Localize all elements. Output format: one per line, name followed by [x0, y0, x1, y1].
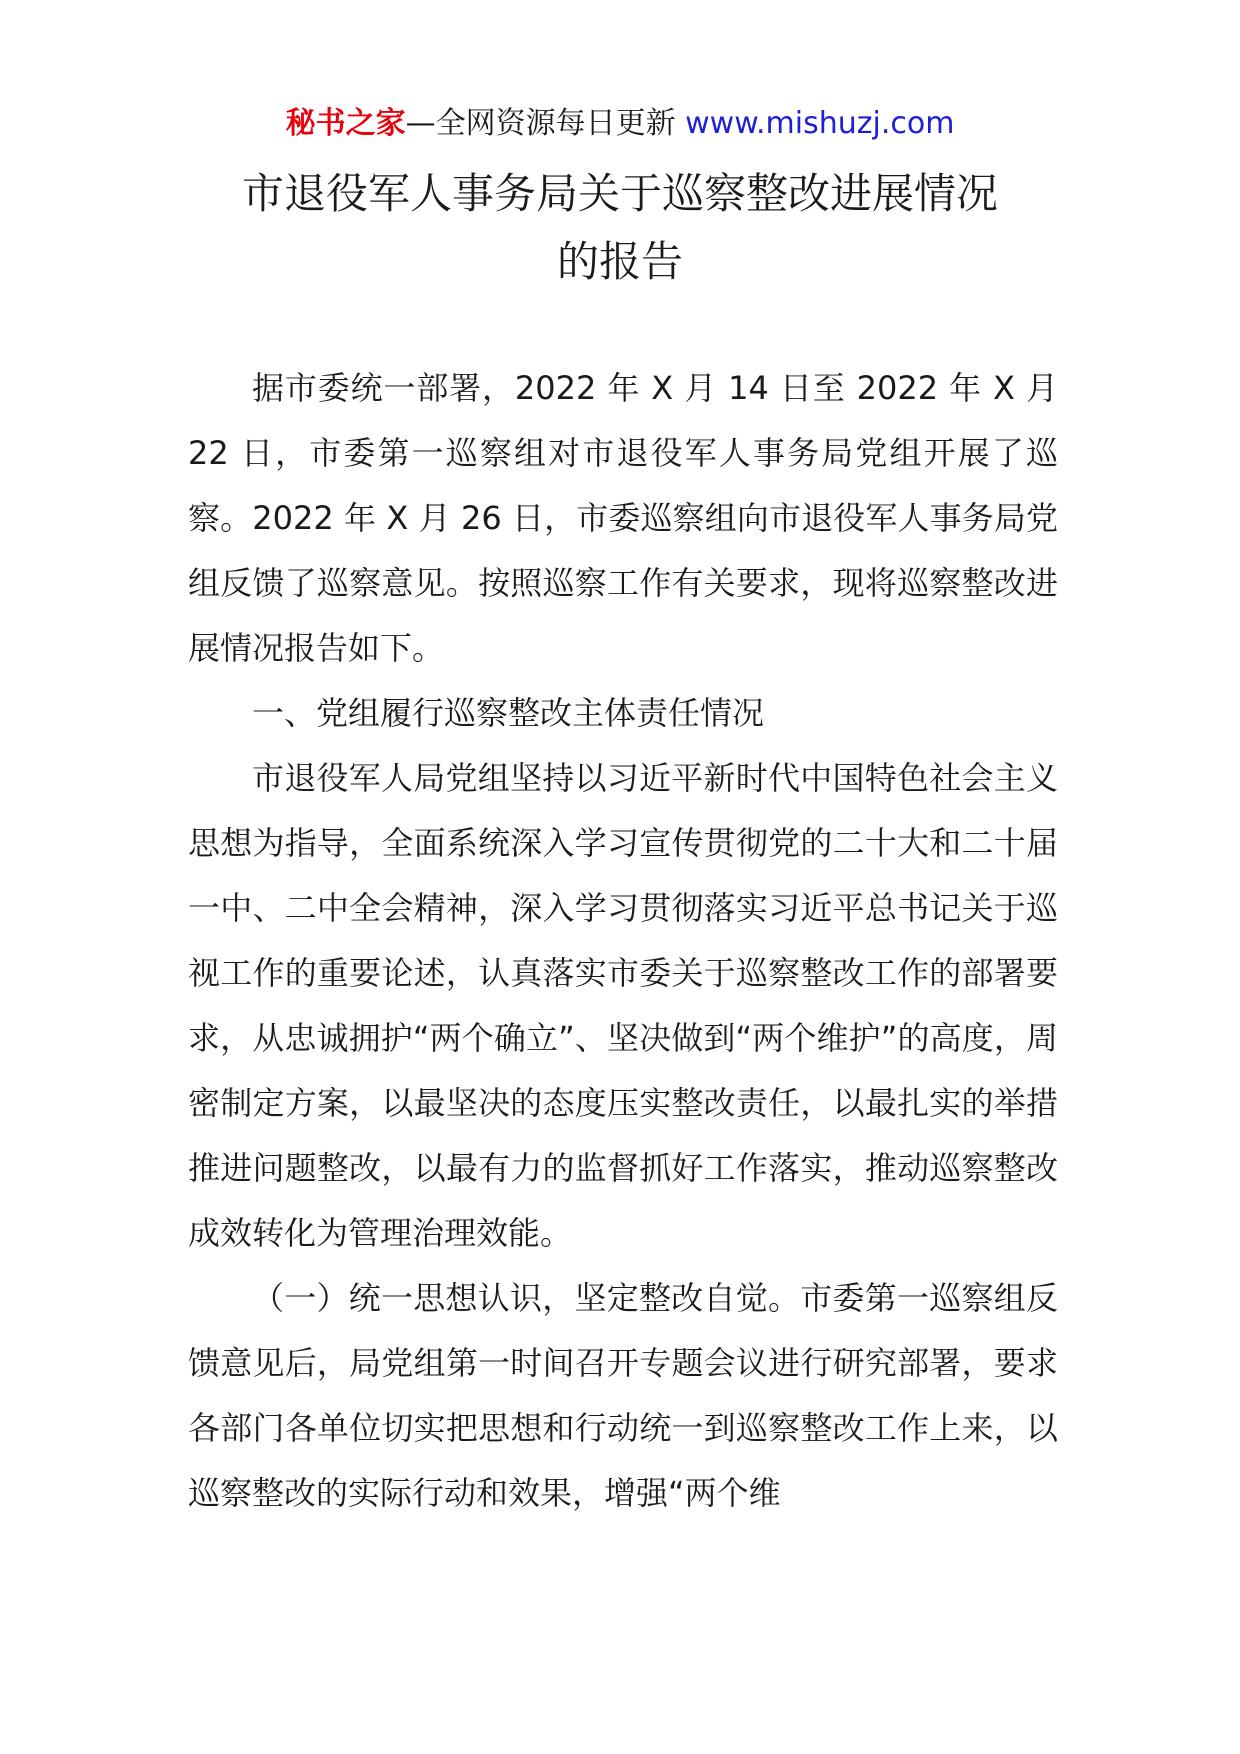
paragraph-intro: 据市委统一部署，2022 年 X 月 14 日至 2022 年 X 月 22 日，市委第一巡察组对市退役军人事务局党组开展了巡察。2022 年 X 月 26 日，市委巡察组向市退役军人事务局党组反馈了巡察意见。按照巡察工作有关要求，现将巡察整改进展情况报告如下。 — [188, 369, 1058, 667]
brand-url: www.mishuzj.com — [685, 106, 955, 141]
brand-name: 秘书之家 — [285, 106, 406, 141]
watermark-header — [0, 100, 1240, 148]
document-body — [188, 356, 1058, 1526]
brand-slogan: —全网资源每日更新 — [405, 106, 676, 141]
paragraph-section-1: 市退役军人局党组坚持以习近平新时代中国特色社会主义思想为指导，全面系统深入学习宣传贯彻党的二十大和二十届一中、二中全会精神，深入学习贯彻落实习近平总书记关于巡视工作的重要论述，认真落实市委关于巡察整改工作的部署要求，从忠诚拥护“两个确立”、坚决做到“两个维护”的高度，周密制定方案，以最坚决的态度压实整改责任，以最扎实的举措推进问题整改，以最有力的监督抓好工作落实，推动巡察整改成效转化为管理治理效能。 — [188, 759, 1058, 1252]
document-title — [150, 160, 1090, 296]
document-title-line-2: 的报告 — [556, 237, 683, 286]
section-heading-1: 一、党组履行巡察整改主体责任情况 — [252, 694, 765, 732]
document-title-line-1: 市退役军人事务局关于巡察整改进展情况 — [241, 169, 998, 218]
paragraph-subsection-1: （一）统一思想认识，坚定整改自觉。市委第一巡察组反馈意见后，局党组第一时间召开专题会议进行研究部署，要求各部门各单位切实把思想和行动统一到巡察整改工作上来，以巡察整改的实际行动和效果，增强“两个维 — [188, 1279, 1058, 1512]
